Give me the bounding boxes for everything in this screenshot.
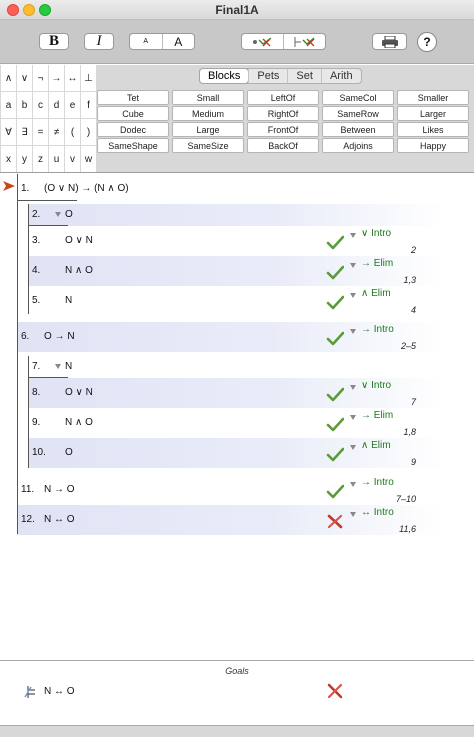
rule-label[interactable]: → Intro: [361, 324, 394, 335]
step-pointer-icon: [3, 181, 15, 191]
symbol-button[interactable]: ↔: [65, 65, 80, 91]
symbol-button[interactable]: c: [33, 92, 48, 118]
rule-label[interactable]: → Elim: [361, 410, 394, 421]
rule-label[interactable]: ∨ Intro: [361, 380, 392, 391]
symbol-button[interactable]: d: [49, 92, 64, 118]
predicate-button[interactable]: Happy: [397, 138, 469, 153]
step-sentence[interactable]: [44, 331, 75, 342]
predicate-button[interactable]: BackOf: [247, 138, 319, 153]
help-button[interactable]: [417, 32, 437, 52]
step-number: 7.: [32, 361, 41, 372]
rule-label[interactable]: ∨ Intro: [361, 228, 392, 239]
rule-menu-icon[interactable]: [350, 385, 356, 390]
status-strip: [0, 725, 474, 737]
step-sentence[interactable]: [65, 265, 93, 276]
step-number: 9.: [32, 417, 41, 428]
predicate-button[interactable]: Large: [172, 122, 244, 137]
check-icon: [326, 483, 344, 499]
step-text: O ∨ N: [65, 387, 93, 398]
support-citation: 2: [410, 245, 416, 255]
verify-step-button[interactable]: [242, 34, 283, 49]
rule-label[interactable]: ∧ Elim: [361, 440, 391, 451]
predicate-button[interactable]: LeftOf: [247, 90, 319, 105]
predicate-tabs: [199, 68, 362, 84]
step-text: N ↔ O: [44, 514, 75, 525]
title-bar: [0, 0, 474, 20]
subproof-2-divider: [28, 377, 68, 378]
support-citation: 2–5: [400, 341, 416, 351]
symbol-button[interactable]: z: [33, 146, 48, 172]
predicate-button[interactable]: Smaller: [397, 90, 469, 105]
step-number: 12.: [21, 514, 35, 525]
symbol-button[interactable]: =: [33, 119, 48, 145]
symbol-button[interactable]: →: [49, 65, 64, 91]
predicate-buttons: [97, 90, 469, 153]
step-text: O: [65, 447, 73, 458]
check-tools-group: [241, 33, 326, 50]
assumption-marker-icon: [55, 212, 61, 217]
symbol-button[interactable]: a: [1, 92, 16, 118]
rule-menu-icon[interactable]: [350, 233, 356, 238]
symbol-button[interactable]: ∃: [17, 119, 32, 145]
step-text: N ∧ O: [65, 265, 93, 276]
symbol-button[interactable]: ): [81, 119, 96, 145]
symbol-button[interactable]: ∨: [17, 65, 32, 91]
step-text: N → O: [44, 484, 75, 495]
support-citation: 9: [410, 457, 416, 467]
predicate-button[interactable]: Likes: [397, 122, 469, 137]
predicate-button[interactable]: Adjoins: [322, 138, 394, 153]
symbol-palette: [0, 65, 474, 173]
rule-label[interactable]: → Elim: [361, 258, 394, 269]
tab-pets[interactable]: Pets: [248, 69, 287, 83]
support-citation: 11,6: [399, 524, 416, 534]
window-title: Final1A: [215, 3, 259, 17]
logic-symbol-grid: [0, 65, 92, 173]
rule-label[interactable]: ∧ Elim: [361, 288, 391, 299]
step-number: 3.: [32, 235, 41, 246]
font-size-group: [129, 33, 195, 50]
predicate-button[interactable]: Larger: [397, 106, 469, 121]
symbol-button[interactable]: f: [81, 92, 96, 118]
symbol-button[interactable]: ∀: [1, 119, 16, 145]
step-sentence[interactable]: [44, 484, 75, 495]
predicate-button[interactable]: Dodec: [97, 122, 169, 137]
step-number: 4.: [32, 265, 41, 276]
predicate-button[interactable]: Cube: [97, 106, 169, 121]
goals-title: Goals: [225, 666, 249, 676]
symbol-button[interactable]: ≠: [49, 119, 64, 145]
tab-arith[interactable]: Arith: [321, 69, 361, 83]
step-text: N ∧ O: [65, 417, 93, 428]
step-text: O → N: [44, 331, 75, 342]
check-icon: [326, 264, 344, 280]
symbol-button[interactable]: w: [81, 146, 96, 172]
step-number: 10.: [32, 447, 46, 458]
rule-menu-icon[interactable]: [350, 445, 356, 450]
predicate-button[interactable]: Between: [322, 122, 394, 137]
check-icon: [326, 234, 344, 250]
goal-sentence[interactable]: N ↔ O: [44, 686, 75, 697]
premise-divider: [17, 200, 77, 201]
step-number: 11.: [21, 484, 35, 495]
support-citation: 1,8: [403, 427, 416, 437]
rule-menu-icon[interactable]: [350, 329, 356, 334]
support-citation: 7–10: [395, 494, 416, 504]
predicate-button[interactable]: SameShape: [97, 138, 169, 153]
rule-label[interactable]: → Intro: [361, 477, 394, 488]
step-sentence[interactable]: [55, 361, 72, 372]
help-icon: ?: [423, 35, 431, 49]
step-sentence[interactable]: [65, 235, 93, 246]
step-sentence[interactable]: [44, 183, 129, 194]
predicate-button[interactable]: SameCol: [322, 90, 394, 105]
predicate-button[interactable]: RightOf: [247, 106, 319, 121]
verify-step-icon: [251, 36, 275, 48]
check-icon: [326, 294, 344, 310]
symbol-button[interactable]: ∧: [1, 65, 16, 91]
rule-menu-icon[interactable]: [350, 512, 356, 517]
symbol-button[interactable]: x: [1, 146, 16, 172]
subproof-1-bar: [28, 204, 29, 314]
support-citation: 1,3: [403, 275, 416, 285]
step-sentence[interactable]: [55, 209, 73, 220]
symbol-button[interactable]: (: [65, 119, 80, 145]
tab-blocks[interactable]: Blocks: [200, 69, 248, 83]
symbol-button[interactable]: u: [49, 146, 64, 172]
step-sentence[interactable]: [65, 447, 73, 458]
support-citation: 4: [410, 305, 416, 315]
print-icon: [381, 36, 399, 48]
subproof-1-divider: [28, 225, 68, 226]
check-icon: [326, 416, 344, 432]
step-text: (O ∨ N) → (N ∧ O): [44, 183, 129, 194]
bold-button[interactable]: B: [39, 33, 69, 50]
step-highlight: [28, 204, 444, 226]
step-number: 5.: [32, 295, 41, 306]
check-icon: [326, 330, 344, 346]
predicate-button[interactable]: Medium: [172, 106, 244, 121]
step-text: N: [65, 295, 73, 306]
predicate-button[interactable]: FrontOf: [247, 122, 319, 137]
rule-menu-icon[interactable]: [350, 293, 356, 298]
symbol-button[interactable]: ⊥: [81, 65, 96, 91]
cross-icon: [327, 683, 343, 699]
italic-button[interactable]: I: [84, 33, 114, 50]
proof-panel: [0, 174, 474, 660]
predicate-button[interactable]: SameSize: [172, 138, 244, 153]
step-number: 6.: [21, 331, 30, 342]
support-citation: 7: [410, 397, 416, 407]
verify-proof-button[interactable]: [283, 34, 325, 49]
predicate-button[interactable]: SameRow: [322, 106, 394, 121]
step-text: O ∨ N: [65, 235, 93, 246]
symbol-button[interactable]: b: [17, 92, 32, 118]
print-button[interactable]: [372, 33, 407, 50]
verify-proof-icon: [292, 36, 318, 48]
toolbar: [0, 20, 474, 64]
step-sentence[interactable]: [65, 295, 72, 306]
rule-menu-icon[interactable]: [350, 415, 356, 420]
assumption-marker-icon: [55, 364, 61, 369]
step-sentence[interactable]: [65, 387, 93, 398]
tab-set[interactable]: Set: [287, 69, 321, 83]
step-sentence[interactable]: [65, 417, 93, 428]
step-number: 1.: [21, 183, 30, 194]
step-sentence[interactable]: [44, 514, 75, 525]
symbol-button[interactable]: e: [65, 92, 80, 118]
rule-menu-icon[interactable]: [350, 482, 356, 487]
step-text: O: [65, 209, 73, 220]
step-text: N: [65, 361, 73, 372]
consequence-icon: [23, 685, 37, 699]
step-number: 2.: [32, 209, 41, 220]
subproof-2-bar: [28, 356, 29, 468]
rule-label[interactable]: ↔ Intro: [361, 507, 394, 518]
symbol-button[interactable]: v: [65, 146, 80, 172]
check-icon: [326, 386, 344, 402]
predicate-button[interactable]: Tet: [97, 90, 169, 105]
check-icon: [326, 446, 344, 462]
rule-menu-icon[interactable]: [350, 263, 356, 268]
proof-main-bar: [17, 174, 18, 534]
symbol-button[interactable]: y: [17, 146, 32, 172]
small-font-button[interactable]: A: [143, 38, 149, 45]
symbol-button[interactable]: ¬: [33, 65, 48, 91]
predicate-button[interactable]: Small: [172, 90, 244, 105]
large-font-button[interactable]: A: [162, 34, 195, 49]
cross-icon: [326, 513, 344, 529]
step-number: 8.: [32, 387, 41, 398]
